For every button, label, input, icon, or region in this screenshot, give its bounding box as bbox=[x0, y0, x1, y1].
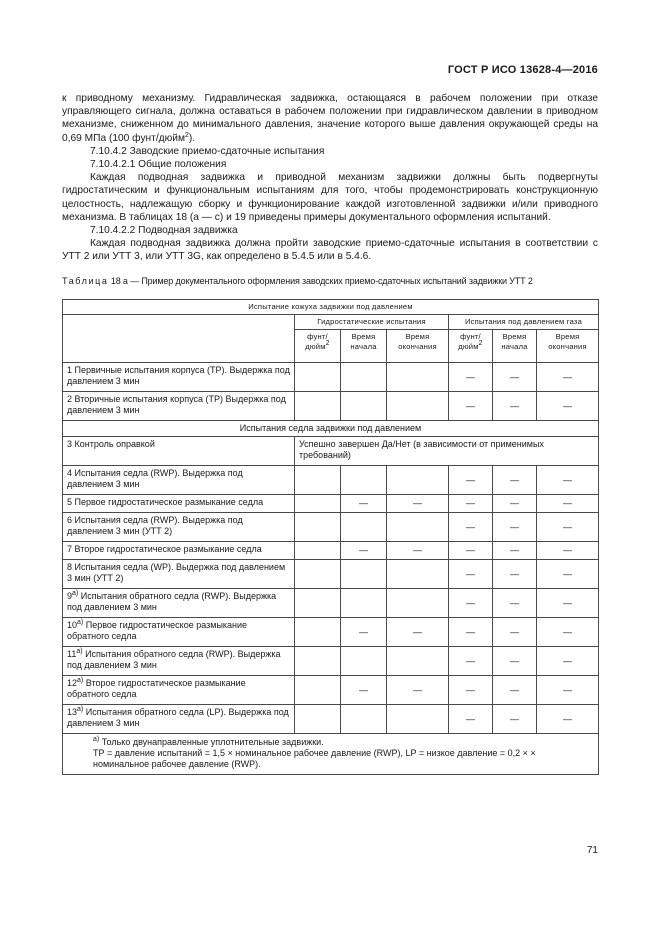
footnote-definitions: ТР = давление испытаний = 1,5 × номинальное рабочее давление (RWP), LP = низкое давление = 0,2 × × номинальное рабочее давление (RWP). bbox=[93, 748, 536, 769]
header-end-time-gas: Время окончания bbox=[537, 330, 599, 363]
row-label: $10^{а)}$ Первое гидростатическое размыкание обратного седла bbox=[63, 618, 295, 647]
row-label: $9^{а)}$ Испытания обратного седла (RWP). Выдержка под давлением 3 мин bbox=[63, 589, 295, 618]
paragraph-3: Каждая подводная задвижка должна пройти заводские приемо-сдаточные испытания в соответствии с УТТ 2 или УТТ 3, или УТТ 3G, как определено в 5.4.5 или в 5.4.6. bbox=[62, 238, 598, 263]
table-row: $9^{а)}$ Испытания обратного седла (RWP). Выдержка под давлением 3 мин — — — bbox=[63, 589, 599, 618]
table-row bbox=[63, 437, 599, 466]
table-row: 8 Испытания седла (WP). Выдержка под давлением 3 мин (УТТ 2) — — — bbox=[63, 560, 599, 589]
table-row: $10^{а)}$ Первое гидростатическое размыкание обратного седла — — — — — bbox=[63, 618, 599, 647]
body-text bbox=[62, 92, 598, 264]
header-unit-gas: фунт/ дюйм$^2$ bbox=[449, 330, 493, 363]
header-start-time-gas: Время начала bbox=[493, 330, 537, 363]
document-header: ГОСТ Р ИСО 13628-4—2016 bbox=[447, 64, 598, 76]
row-label: 1 Первичные испытания корпуса (ТР). Выдержка под давлением 3 мин bbox=[63, 363, 295, 392]
row-label: $13^{а)}$ Испытания обратного седла (LP). Выдержка под давлением 3 мин bbox=[63, 705, 295, 734]
table-footnotes bbox=[63, 734, 599, 775]
row-label: $11^{а)}$ Испытания обратного седла (RWP). Выдержка под давлением 3 мин bbox=[63, 647, 295, 676]
header-blank bbox=[63, 315, 295, 363]
row-label: $12^{а)}$ Второе гидростатическое размыкание обратного седла bbox=[63, 676, 295, 705]
header-start-time: Время начала bbox=[341, 330, 387, 363]
table-row: 1 Первичные испытания корпуса (ТР). Выдержка под давлением 3 мин — — — bbox=[63, 363, 599, 392]
table-row: 7 Второе гидростатическое размыкание седла — — — — — bbox=[63, 542, 599, 560]
row-label: 3 Контроль оправкой bbox=[63, 437, 295, 466]
table-row: 6 Испытания седла (RWP). Выдержка под давлением 3 мин (УТТ 2) — — — bbox=[63, 513, 599, 542]
header-unit: фунт/ дюйм$^2$ bbox=[295, 330, 341, 363]
row-label: 6 Испытания седла (RWP). Выдержка под давлением 3 мин (УТТ 2) bbox=[63, 513, 295, 542]
table-row: 5 Первое гидростатическое размыкание седла — — — — — bbox=[63, 495, 599, 513]
paragraph-2: Каждая подводная задвижка и приводной механизм задвижки должны быть подвергнуты гидростатическим и функциональным испытаниям для того, чтобы продемонстрировать конструкционную целостность, надлежащую сборку и функционирование каждой изготовленной задвижки и/или приводного механизма. В таблицах 18 (а — с) и 19 приведены примеры документального оформления испытаний. bbox=[62, 172, 598, 223]
header-end-time: Время окончания bbox=[387, 330, 449, 363]
page-number: 71 bbox=[586, 845, 598, 856]
row-label: 7 Второе гидростатическое размыкание седла bbox=[63, 542, 295, 560]
table-row: $11^{а)}$ Испытания обратного седла (RWP). Выдержка под давлением 3 мин — — — bbox=[63, 647, 599, 676]
table-row: 2 Вторичные испытания корпуса (ТР) Выдержка под давлением 3 мин — — — bbox=[63, 392, 599, 421]
row-value: Успешно завершен Да/Нет (в зависимости от применимых требований) bbox=[295, 437, 599, 466]
header-hydrostatic: Гидростатические испытания bbox=[295, 315, 449, 330]
table-row: $12^{а)}$ Второе гидростатическое размыкание обратного седла — — — — — bbox=[63, 676, 599, 705]
footnote-a: $^{а)}$ Только двунаправленные уплотнительные задвижки. bbox=[93, 736, 324, 747]
table-row: 4 Испытания седла (RWP). Выдержка под давлением 3 мин — — — bbox=[63, 466, 599, 495]
table-row: $13^{а)}$ Испытания обратного седла (LP). Выдержка под давлением 3 мин — — — bbox=[63, 705, 599, 734]
row-label: 4 Испытания седла (RWP). Выдержка под давлением 3 мин bbox=[63, 466, 295, 495]
row-label: 2 Вторичные испытания корпуса (ТР) Выдержка под давлением 3 мин bbox=[63, 392, 295, 421]
test-record-table bbox=[62, 299, 599, 775]
row-label: 8 Испытания седла (WP). Выдержка под давлением 3 мин (УТТ 2) bbox=[63, 560, 295, 589]
heading-subsea-valve: 7.10.4.2.2 Подводная задвижка bbox=[90, 225, 238, 237]
row-label: 5 Первое гидростатическое размыкание седла bbox=[63, 495, 295, 513]
section-header-seat: Испытания седла задвижки под давлением bbox=[63, 421, 599, 437]
table-caption: Таблица 18 а — Пример документального оформления заводских приемо-сдаточных испытаний задвижки УТТ 2 bbox=[62, 276, 533, 286]
heading-general: 7.10.4.2.1 Общие положения bbox=[90, 159, 227, 171]
section-header-body: Испытание кожуха задвижки под давлением bbox=[63, 300, 599, 315]
header-gas: Испытания под давлением газа bbox=[449, 315, 599, 330]
heading-factory-tests: 7.10.4.2 Заводские приемо-сдаточные испытания bbox=[90, 145, 325, 157]
paragraph-1: к приводному механизму. Гидравлическая задвижка, остающаяся в рабочем положении при отказе управляющего сигнала, должна оставаться в рабочем положении при гидравлическом давлении в приводном механизме, сниженном до минимального давления, значение которого выше давления окружающей среды на 0,69 МПа (100 фунт/дюйм$^2$). bbox=[62, 93, 598, 144]
